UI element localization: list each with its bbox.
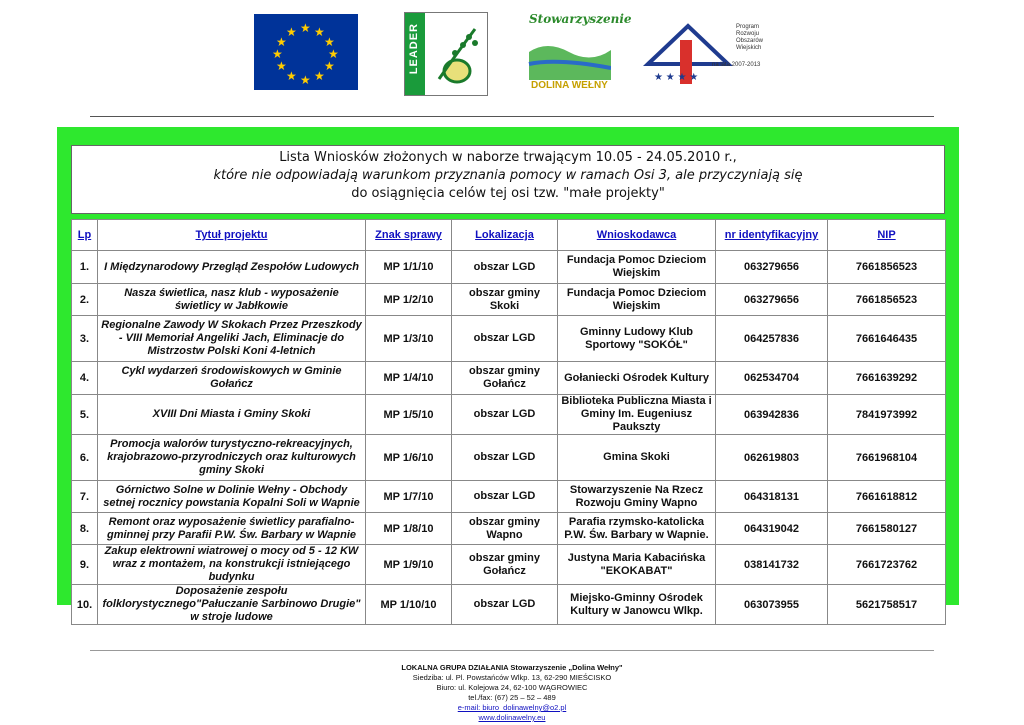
dolina-welny-logo: Stowarzyszenie DOLINA WEŁNY xyxy=(529,12,632,91)
footer-divider xyxy=(90,650,934,651)
header-nr: nr identyfikacyjny xyxy=(716,220,828,251)
cell-lp: 10. xyxy=(72,585,98,625)
cell-wnioskodawca: Fundacja Pomoc Dzieciom Wiejskim xyxy=(558,284,716,316)
cell-znak: MP 1/5/10 xyxy=(366,395,452,435)
prow-logo: ★ ★ ★ ★ Program Rozwoju Obszarów Wiejskich na lata 2007-2013 xyxy=(640,10,780,96)
cell-tytul: Cykl wydarzeń środowiskowych w Gminie Gołańcz xyxy=(98,362,366,395)
cell-nr: 064319042 xyxy=(716,513,828,545)
table-header-row xyxy=(72,220,946,251)
cell-tytul: XVIII Dni Miasta i Gminy Skoki xyxy=(98,395,366,435)
cell-nr: 063279656 xyxy=(716,284,828,316)
cell-nip: 7661580127 xyxy=(828,513,946,545)
cell-znak: MP 1/1/10 xyxy=(366,251,452,284)
title-box xyxy=(71,145,945,214)
cell-znak: MP 1/10/10 xyxy=(366,585,452,625)
cell-tytul: Promocja walorów turystyczno-rekreacyjnych, krajobrazowo-przyrodniczych oraz kulturowych gminy Skoki xyxy=(98,435,366,481)
cell-nip: 7661723762 xyxy=(828,545,946,585)
table-row xyxy=(72,585,946,625)
cell-lp: 6. xyxy=(72,435,98,481)
table-row xyxy=(72,316,946,362)
cell-lp: 9. xyxy=(72,545,98,585)
footer-email-link[interactable]: e-mail: biuro_dolinawelny@o2.pl xyxy=(457,703,567,712)
cell-lokalizacja: obszar LGD xyxy=(452,316,558,362)
cell-lokalizacja: obszar gminy Gołańcz xyxy=(452,362,558,395)
cell-lp: 5. xyxy=(72,395,98,435)
cell-tytul: I Międzynarodowy Przegląd Zespołów Ludowych xyxy=(98,251,366,284)
cell-znak: MP 1/3/10 xyxy=(366,316,452,362)
footer-siedziba: Siedziba: ul. Pl. Powstańców Wlkp. 13, 62-290 MIEŚCISKO xyxy=(412,673,612,682)
cell-nip: 7661856523 xyxy=(828,251,946,284)
cell-tytul: Zakup elektrowni wiatrowej o mocy od 5 - 12 KW wraz z montażem, na konstrukcji istniejącego budynku xyxy=(98,545,366,585)
cell-lokalizacja: obszar LGD xyxy=(452,251,558,284)
cell-lp: 7. xyxy=(72,481,98,513)
footer-biuro: Biuro: ul. Kolejowa 24, 62-100 WĄGROWIEC xyxy=(436,683,588,692)
cell-znak: MP 1/6/10 xyxy=(366,435,452,481)
cell-znak: MP 1/2/10 xyxy=(366,284,452,316)
cell-lp: 8. xyxy=(72,513,98,545)
cell-nr: 062619803 xyxy=(716,435,828,481)
table-row xyxy=(72,362,946,395)
cell-wnioskodawca: Stowarzyszenie Na Rzecz Rozwoju Gminy Wapno xyxy=(558,481,716,513)
cell-wnioskodawca: Gmina Skoki xyxy=(558,435,716,481)
cell-znak: MP 1/9/10 xyxy=(366,545,452,585)
cell-lokalizacja: obszar LGD xyxy=(452,435,558,481)
title-line-2: które nie odpowiadają warunkom przyznania pomocy w ramach Osi 3, ale przyczyniają się xyxy=(213,168,803,183)
cell-lokalizacja: obszar LGD xyxy=(452,395,558,435)
table-row xyxy=(72,395,946,435)
table-row xyxy=(72,513,946,545)
cell-nip: 7661618812 xyxy=(828,481,946,513)
cell-nr: 063942836 xyxy=(716,395,828,435)
cell-lp: 3. xyxy=(72,316,98,362)
cell-nr: 064318131 xyxy=(716,481,828,513)
footer-www-link[interactable]: www.dolinawelny.eu xyxy=(478,713,546,722)
cell-lp: 2. xyxy=(72,284,98,316)
header-lokalizacja: Lokalizacja xyxy=(452,220,558,251)
header-tytul: Tytuł projektu xyxy=(98,220,366,251)
cell-lokalizacja: obszar LGD xyxy=(452,585,558,625)
footer-org: LOKALNA GRUPA DZIAŁANIA Stowarzyszenie „Dolina Wełny" xyxy=(401,663,623,672)
cell-lokalizacja: obszar gminy Wapno xyxy=(452,513,558,545)
eu-flag-logo: ★ ★ ★ ★ ★ ★ ★ ★ ★ ★ ★ ★ xyxy=(254,14,358,90)
cell-nip: 7661639292 xyxy=(828,362,946,395)
cell-tytul: Nasza świetlica, nasz klub - wyposażenie świetlicy w Jabłkowie xyxy=(98,284,366,316)
leader-logo: LEADER xyxy=(404,12,488,96)
cell-lokalizacja: obszar LGD xyxy=(452,481,558,513)
cell-tytul: Górnictwo Solne w Dolinie Wełny - Obchody setnej rocznicy powstania Kopalni Soli w Wapnie xyxy=(98,481,366,513)
cell-nip: 7661856523 xyxy=(828,284,946,316)
cell-lokalizacja: obszar gminy Skoki xyxy=(452,284,558,316)
cell-nip: 5621758517 xyxy=(828,585,946,625)
header-znak: Znak sprawy xyxy=(366,220,452,251)
cell-nr: 064257836 xyxy=(716,316,828,362)
logo-strip xyxy=(0,10,1024,100)
cell-znak: MP 1/8/10 xyxy=(366,513,452,545)
header-wnioskodawca: Wnioskodawca xyxy=(558,220,716,251)
cell-nip: 7841973992 xyxy=(828,395,946,435)
title-line-3: do osiągnięcia celów tej osi tzw. "małe projekty" xyxy=(351,186,665,201)
cell-nr: 063073955 xyxy=(716,585,828,625)
cell-wnioskodawca: Biblioteka Publiczna Miasta i Gminy Im. Eugeniusz Paukszty xyxy=(558,395,716,435)
footer xyxy=(0,663,1024,723)
table-row xyxy=(72,435,946,481)
table-row xyxy=(72,284,946,316)
cell-wnioskodawca: Gminny Ludowy Klub Sportowy "SOKÓŁ" xyxy=(558,316,716,362)
cell-wnioskodawca: Justyna Maria Kabacińska "EKOKABAT" xyxy=(558,545,716,585)
cell-tytul: Remont oraz wyposażenie świetlicy parafialno-gminnej przy Parafii P.W. Św. Barbary w Wapnie xyxy=(98,513,366,545)
table-row xyxy=(72,545,946,585)
cell-tytul: Doposażenie zespołu folklorystycznego"Pałuczanie Sarbinowo Drugie" w stroje ludowe xyxy=(98,585,366,625)
cell-lp: 1. xyxy=(72,251,98,284)
cell-lp: 4. xyxy=(72,362,98,395)
header-lp: Lp xyxy=(72,220,98,251)
cell-nr: 062534704 xyxy=(716,362,828,395)
cell-znak: MP 1/4/10 xyxy=(366,362,452,395)
table-row xyxy=(72,481,946,513)
footer-tel: tel./fax: (67) 25 – 52 – 489 xyxy=(468,693,556,702)
cell-lokalizacja: obszar gminy Gołańcz xyxy=(452,545,558,585)
applications-table xyxy=(71,219,946,625)
cell-wnioskodawca: Parafia rzymsko-katolicka P.W. Św. Barbary w Wapnie. xyxy=(558,513,716,545)
svg-text:★ ★ ★ ★: ★ ★ ★ ★ xyxy=(654,72,699,83)
cell-nr: 063279656 xyxy=(716,251,828,284)
header-divider xyxy=(90,116,934,117)
title-line-1: Lista Wniosków złożonych w naborze trwającym 10.05 - 24.05.2010 r., xyxy=(279,150,737,165)
cell-nip: 7661646435 xyxy=(828,316,946,362)
cell-wnioskodawca: Gołaniecki Ośrodek Kultury xyxy=(558,362,716,395)
header-nip: NIP xyxy=(828,220,946,251)
cell-wnioskodawca: Miejsko-Gminny Ośrodek Kultury w Janowcu Wlkp. xyxy=(558,585,716,625)
cell-wnioskodawca: Fundacja Pomoc Dzieciom Wiejskim xyxy=(558,251,716,284)
cell-nr: 038141732 xyxy=(716,545,828,585)
table-row xyxy=(72,251,946,284)
cell-znak: MP 1/7/10 xyxy=(366,481,452,513)
cell-tytul: Regionalne Zawody W Skokach Przez Przeszkody - VIII Memoriał Angeliki Jach, Eliminacje do Mistrzostw Polski Koni 4-letnich xyxy=(98,316,366,362)
cell-nip: 7661968104 xyxy=(828,435,946,481)
